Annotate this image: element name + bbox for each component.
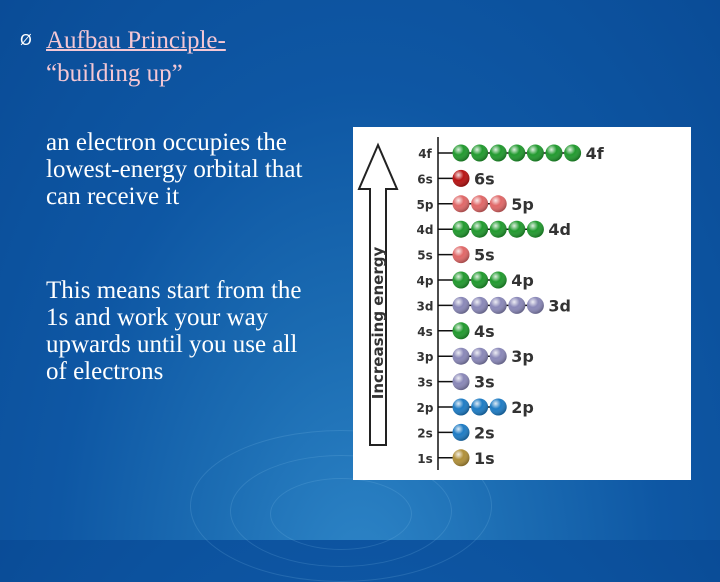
- electron-ball-highlight: [527, 221, 544, 238]
- electron-ball-highlight: [471, 195, 488, 212]
- electron-ball-highlight: [453, 221, 470, 238]
- level-label: 5s: [417, 248, 433, 263]
- instruction-text: This means start from the 1s and work your way upwards until you use all of electrons: [46, 277, 302, 385]
- electron-ball-highlight: [471, 272, 488, 289]
- orbital-tag: 3p: [511, 347, 534, 367]
- slide-title[interactable]: Aufbau Principle-: [46, 27, 226, 54]
- level-label: 4p: [416, 274, 434, 288]
- level-label: 5p: [416, 197, 434, 212]
- electron-ball-highlight: [490, 348, 507, 365]
- bullet-arrow-icon: Ø: [20, 31, 32, 49]
- electron-ball-highlight: [471, 297, 488, 314]
- electron-ball-highlight: [490, 145, 507, 162]
- level-label: 3s: [417, 375, 433, 390]
- orbital-tag: 5p: [511, 194, 534, 214]
- electron-ball-highlight: [453, 348, 470, 365]
- electron-ball-highlight: [490, 272, 507, 289]
- orbital-tag: 2p: [511, 398, 534, 417]
- orbital-tag: 4p: [511, 271, 534, 290]
- orbital-tag: 4s: [474, 321, 495, 341]
- electron-ball-highlight: [508, 297, 525, 314]
- orbital-tag: 4d: [548, 220, 571, 240]
- level-label: 2p: [416, 401, 434, 415]
- electron-ball-highlight: [527, 297, 544, 314]
- electron-ball-highlight: [471, 221, 488, 238]
- orbital-tag: 3s: [474, 372, 495, 392]
- background-ripple: [270, 478, 412, 550]
- orbital-tag: 3d: [548, 296, 571, 316]
- electron-ball-highlight: [546, 145, 563, 162]
- electron-ball-highlight: [453, 170, 470, 187]
- electron-ball-highlight: [453, 424, 470, 441]
- level-label: 4s: [417, 324, 433, 339]
- level-label: 1s: [417, 451, 433, 466]
- orbital-tag: 2s: [474, 423, 495, 443]
- electron-ball-highlight: [453, 449, 470, 466]
- electron-ball-highlight: [564, 145, 581, 162]
- energy-axis-label: Increasing energy: [369, 246, 387, 400]
- level-label: 3d: [416, 299, 434, 314]
- level-label: 4f: [418, 147, 432, 161]
- orbital-tag: 6s: [474, 169, 495, 189]
- electron-ball-highlight: [453, 322, 470, 339]
- electron-ball-highlight: [453, 246, 470, 263]
- electron-ball-highlight: [453, 373, 470, 390]
- level-label: 4d: [416, 223, 434, 238]
- definition-text: an electron occupies the lowest-energy orbital that can receive it: [46, 129, 303, 210]
- electron-ball-highlight: [490, 195, 507, 212]
- orbital-tag: 5s: [474, 245, 495, 265]
- orbital-tag: 1s: [474, 448, 495, 468]
- electron-ball-highlight: [490, 221, 507, 238]
- electron-ball-highlight: [508, 145, 525, 162]
- electron-ball-highlight: [453, 195, 470, 212]
- electron-ball-highlight: [453, 145, 470, 162]
- electron-ball-highlight: [471, 348, 488, 365]
- level-label: 2s: [417, 426, 433, 441]
- orbital-energy-diagram: [353, 127, 691, 480]
- electron-ball-highlight: [527, 145, 544, 162]
- electron-ball-highlight: [471, 399, 488, 416]
- orbital-tag: 4f: [585, 144, 604, 163]
- electron-ball-highlight: [453, 272, 470, 289]
- level-label: 6s: [417, 172, 433, 187]
- electron-ball-highlight: [471, 145, 488, 162]
- orbital-diagram-svg: [353, 127, 691, 480]
- level-label: 3p: [416, 350, 434, 365]
- electron-ball-highlight: [490, 399, 507, 416]
- electron-ball-highlight: [453, 297, 470, 314]
- electron-ball-highlight: [490, 297, 507, 314]
- slide-subtitle: “building up”: [46, 60, 183, 87]
- electron-ball-highlight: [508, 221, 525, 238]
- electron-ball-highlight: [453, 399, 470, 416]
